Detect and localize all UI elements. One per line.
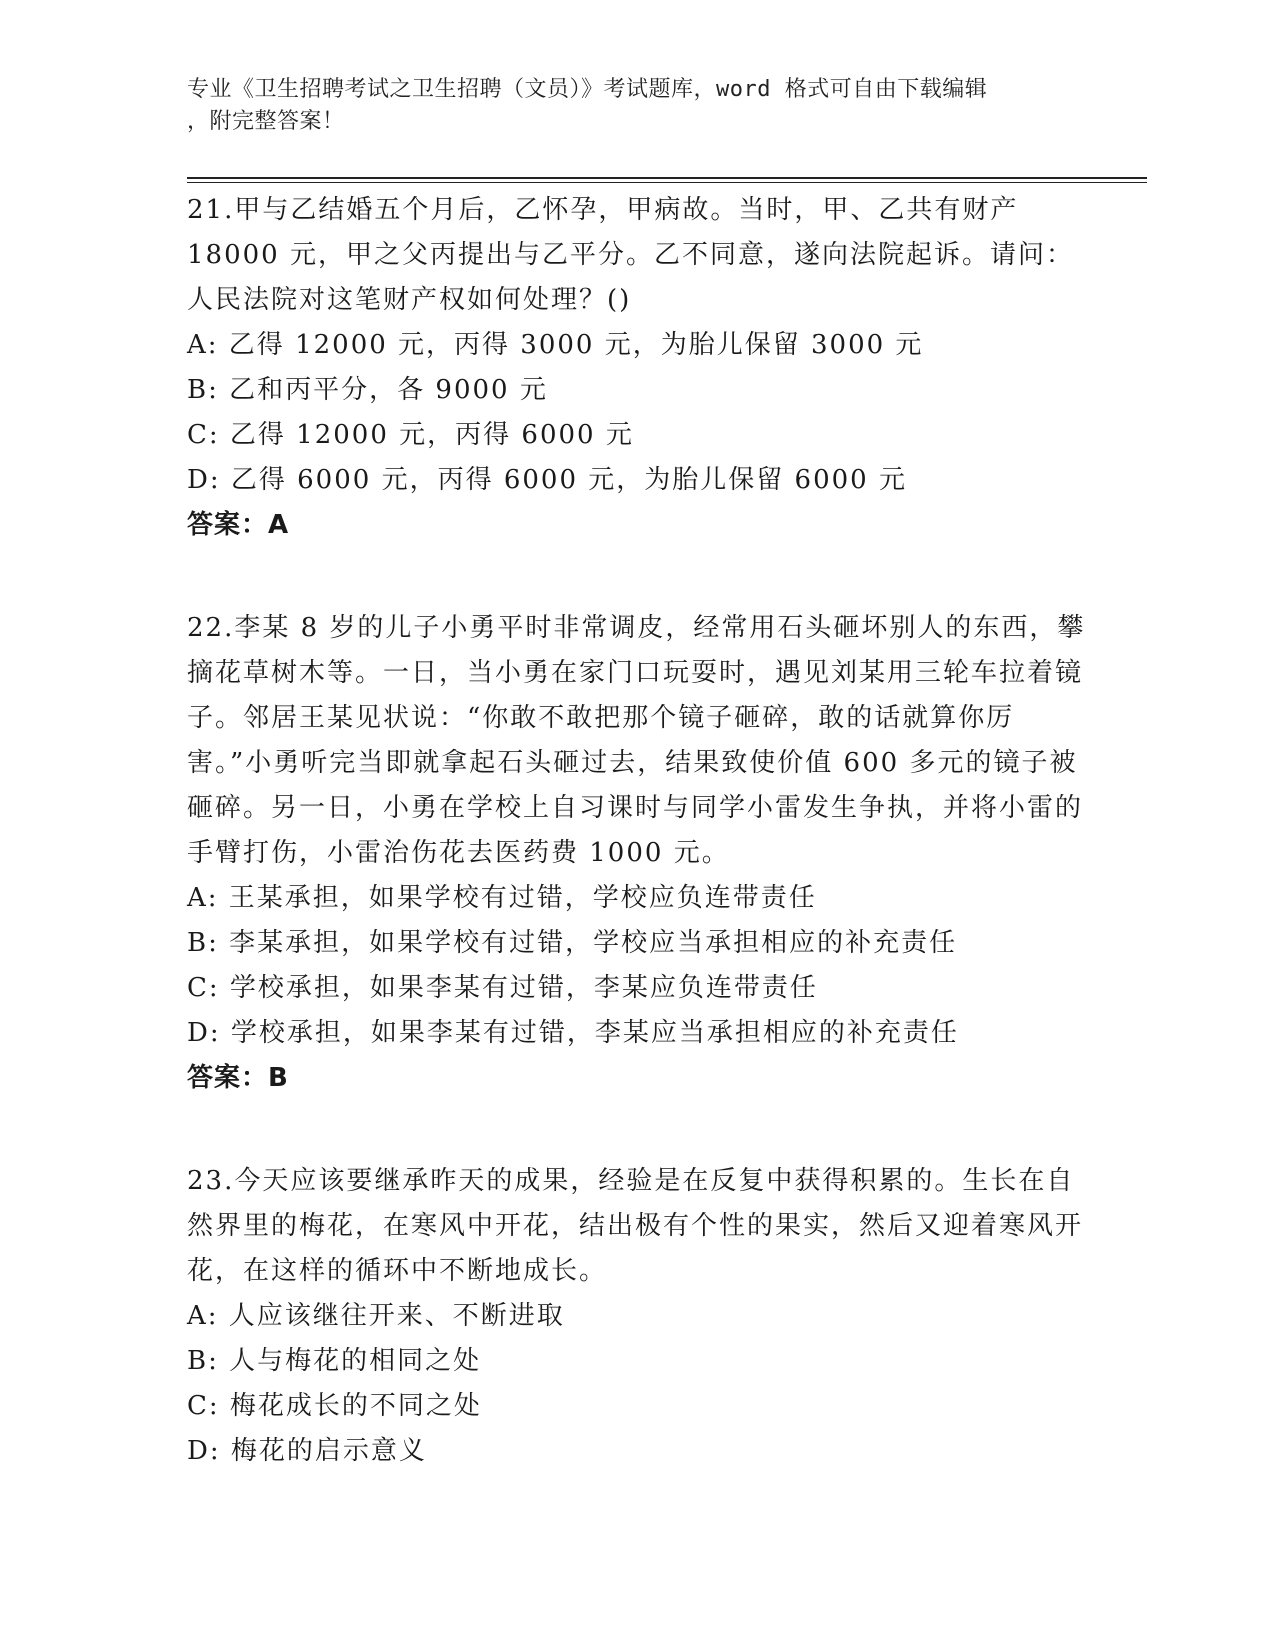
option-a: A: 人应该继往开来、不断进取 [187,1301,565,1331]
spacer [187,548,1087,606]
option-a: A: 乙得 12000 元，丙得 3000 元，为胎儿保留 3000 元 [187,330,924,360]
question-list [187,188,1087,1474]
question-stem: 22.李某 8 岁的儿子小勇平时非常调皮，经常用石头砸坏别人的东西，攀摘花草树木等。一日，当小勇在家门口玩耍时，遇见刘某用三轮车拉着镜子。邻居王某见状说：“你敢不敢把那个镜子砸碎，敢的话就算你厉害。”小勇听完当即就拿起石头砸过去，结果致使价值 600 多元的镜子被砸碎。另一日，小勇在学校上自习课时与同学小雷发生争执，并将小雷的手臂打伤，小雷治伤花去医药费 1000 元。 [187,613,1086,868]
option-c: C: 乙得 12000 元，丙得 6000 元 [187,420,634,450]
spacer [187,1101,1087,1159]
question-stem: 23.今天应该要继承昨天的成果，经验是在反复中获得积累的。生长在自然界里的梅花，在寒风中开花，结出极有个性的果实，然后又迎着寒风开花，在这样的循环中不断地成长。 [187,1166,1084,1286]
document-header [187,74,1067,138]
question-23 [187,1159,1087,1474]
answer-label: 答案：B [187,1063,289,1093]
option-c: C: 梅花成长的不同之处 [187,1391,482,1421]
option-b: B: 李某承担，如果学校有过错，学校应当承担相应的补充责任 [187,928,958,958]
option-a: A: 王某承担，如果学校有过错，学校应负连带责任 [187,883,817,913]
question-stem: 21.甲与乙结婚五个月后，乙怀孕，甲病故。当时，甲、乙共有财产18000 元，甲之父丙提出与乙平分。乙不同意，遂向法院起诉。请问：人民法院对这笔财产权如何处理？() [187,195,1074,315]
option-d: D: 学校承担，如果李某有过错，李某应当承担相应的补充责任 [187,1018,959,1048]
answer-label: 答案：A [187,510,290,540]
option-d: D: 乙得 6000 元，丙得 6000 元，为胎儿保留 6000 元 [187,465,907,495]
question-22 [187,606,1087,1101]
question-21 [187,188,1087,548]
header-line-2: ，附完整答案！ [187,109,345,134]
option-d: D: 梅花的启示意义 [187,1436,427,1466]
option-b: B: 乙和丙平分，各 9000 元 [187,375,548,405]
header-divider [187,177,1147,183]
header-line-1: 专业《卫生招聘考试之卫生招聘（文员）》考试题库，word 格式可自由下载编辑 [187,77,988,102]
option-b: B: 人与梅花的相同之处 [187,1346,482,1376]
option-c: C: 学校承担，如果李某有过错，李某应负连带责任 [187,973,818,1003]
